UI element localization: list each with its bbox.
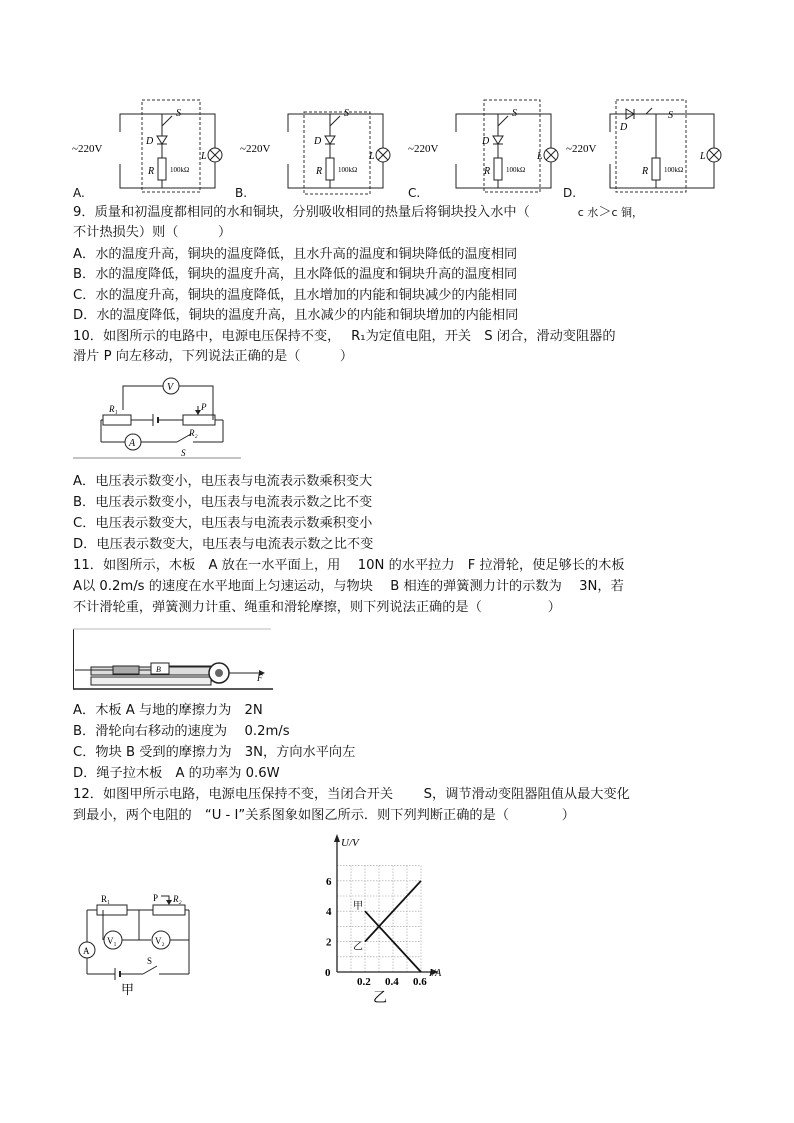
lamp-label: L [369,151,375,162]
r2-label: R₂ [173,894,182,904]
q10-option-b: B．电压表示数变小，电压表与电流表示数之比不变 [73,495,373,510]
diode-label: D [620,122,628,133]
y-tick-label: 2 [326,936,332,949]
q10-stem-line1: 10．如图所示的电路中，电源电压保持不变， R₁为定值电阻，开关 S 闭合，滑动变阻器的 [73,329,616,344]
ammeter-label: A [83,946,90,956]
resistor-label: R [642,166,649,177]
resistor-label: R [484,166,491,177]
slider-label: P [153,893,159,903]
circuit-d [566,96,730,202]
switch-label: S [512,108,517,119]
option-b-label: B. [235,186,248,200]
ammeter-label: A [129,438,136,449]
option-c-label: C. [408,186,421,200]
q11-option-c: C．物块 B 受到的摩擦力为 3N，方向水平向左 [73,745,356,760]
q11-option-d: D．绳子拉木板 A 的功率为 0.6W [73,766,280,781]
y-axis-arrow [334,834,340,842]
q10-option-a: A．电压表示数变小，电压表与电流表示数乘积变大 [73,474,373,489]
voltage-label: ~220V [240,143,271,155]
q10-circuit-figure [73,374,243,464]
resistor-label: R [148,166,155,177]
r2-label: R₂ [189,428,198,438]
diode-label: D [482,136,490,147]
q10-stem-line2: 滑片 P 向左移动，下列说法正确的是（ ） [73,349,354,364]
q9-option-b: B．水的温度降低，铜块的温度升高，且水降低的温度和铜块升高的温度相同 [73,267,518,282]
resistance-value: 100kΩ [506,166,526,174]
series-label-jia: 甲 [353,901,363,913]
chart-grid [337,866,421,972]
switch-label: S [344,108,349,119]
q9-option-d: D．水的温度降低，铜块的温度升高，且水减少的内能和铜块增加的内能相同 [73,308,519,323]
series-label-yi: 乙 [353,941,363,953]
q11-option-b: B．滑轮向右移动的速度为 0.2m/s [73,724,290,739]
v1-label: V₁ [107,936,117,946]
force-f-label: F [257,673,263,683]
r1-label: R₁ [101,894,111,904]
switch-label: S [147,956,153,966]
x-tick-label: 0.2 [357,976,371,988]
q12-graph-figure [305,830,455,1005]
resistance-value: 100kΩ [664,166,684,174]
y-tick-label: 6 [326,875,332,888]
option-a-label: A. [73,186,85,200]
circuit-options [70,96,730,202]
origin-label: 0 [325,967,331,979]
x-tick-label: 0.4 [385,976,399,988]
q11-stem-line2: A以 0.2m/s 的速度在水平地面上匀速运动，与物块 B 相连的弹簧测力计的示数为 3N，若 [73,579,624,594]
lamp-label: L [201,151,207,162]
resistance-value: 100kΩ [338,166,358,174]
q10-option-d: D．电压表示数变大，电压表与电流表示数之比不变 [73,537,374,552]
lamp-label: L [537,151,543,162]
voltage-label: ~220V [72,143,103,155]
option-d-label: D. [563,186,577,200]
r1-label: R₁ [109,404,118,414]
q11-stem-line3: 不计滑轮重，弹簧测力计重、绳重和滑轮摩擦，则下列说法正确的是（ ） [73,600,561,615]
q12-stem-line2: 到最小，两个电阻的 “U - I”关系图象如图乙所示．则下列判断正确的是（ ） [73,808,575,823]
diode-label: D [146,136,154,147]
y-axis-label: U/V [341,837,359,849]
slider-label: P [201,402,207,412]
block-b-label: B [156,665,161,674]
graph-caption: 乙 [373,991,387,1005]
circuit-a [70,96,230,202]
q9-stem-line2: 不计热损失）则（ ） [73,225,232,240]
diode-label: D [314,136,322,147]
x-axis-label: I/A [429,968,442,979]
y-tick-label: 4 [326,906,332,919]
resistor-label: R [316,166,323,177]
lamp-label: L [700,151,706,162]
resistance-value: 100kΩ [170,166,190,174]
v2-label: V₂ [155,936,165,946]
q11-stem-line1: 11．如图所示，木板 A 放在一水平面上，用 10N 的水平拉力 F 拉滑轮，使足够长的木板 [73,558,625,573]
x-tick-label: 0.6 [413,976,427,988]
voltage-label: ~220V [408,143,439,155]
q9-option-a: A．水的温度升高，铜块的温度降低，且水升高的温度和铜块降低的温度相同 [73,247,518,262]
circuit-b [238,96,398,202]
q9-option-c: C．水的温度升高，铜块的温度降低，且水增加的内能和铜块减少的内能相同 [73,288,518,303]
q11-option-a: A．木板 A 与地的摩擦力为 2N [73,703,263,718]
switch-label: S [181,448,186,458]
circuit-c [406,96,566,202]
switch-label: S [176,108,181,119]
q12-stem-line1: 12．如图甲所示电路，电源电压保持不变，当闭合开关 S，调节滑动变阻器阻值从最大变化 [73,787,630,802]
q9-stem-line1: 9．质量和初温度都相同的水和铜块，分别吸收相同的热量后将铜块投入水中（ c 水＞c 铜， [73,205,644,220]
q10-option-c: C．电压表示数变大，电压表与电流表示数乘积变小 [73,516,373,531]
voltmeter-label: V [167,382,174,393]
q11-pulley-figure [73,625,273,693]
voltage-label: ~220V [566,143,597,155]
switch-label: S [668,110,673,121]
q12-circuit-figure [73,892,203,1000]
circuit-caption: 甲 [121,982,135,997]
